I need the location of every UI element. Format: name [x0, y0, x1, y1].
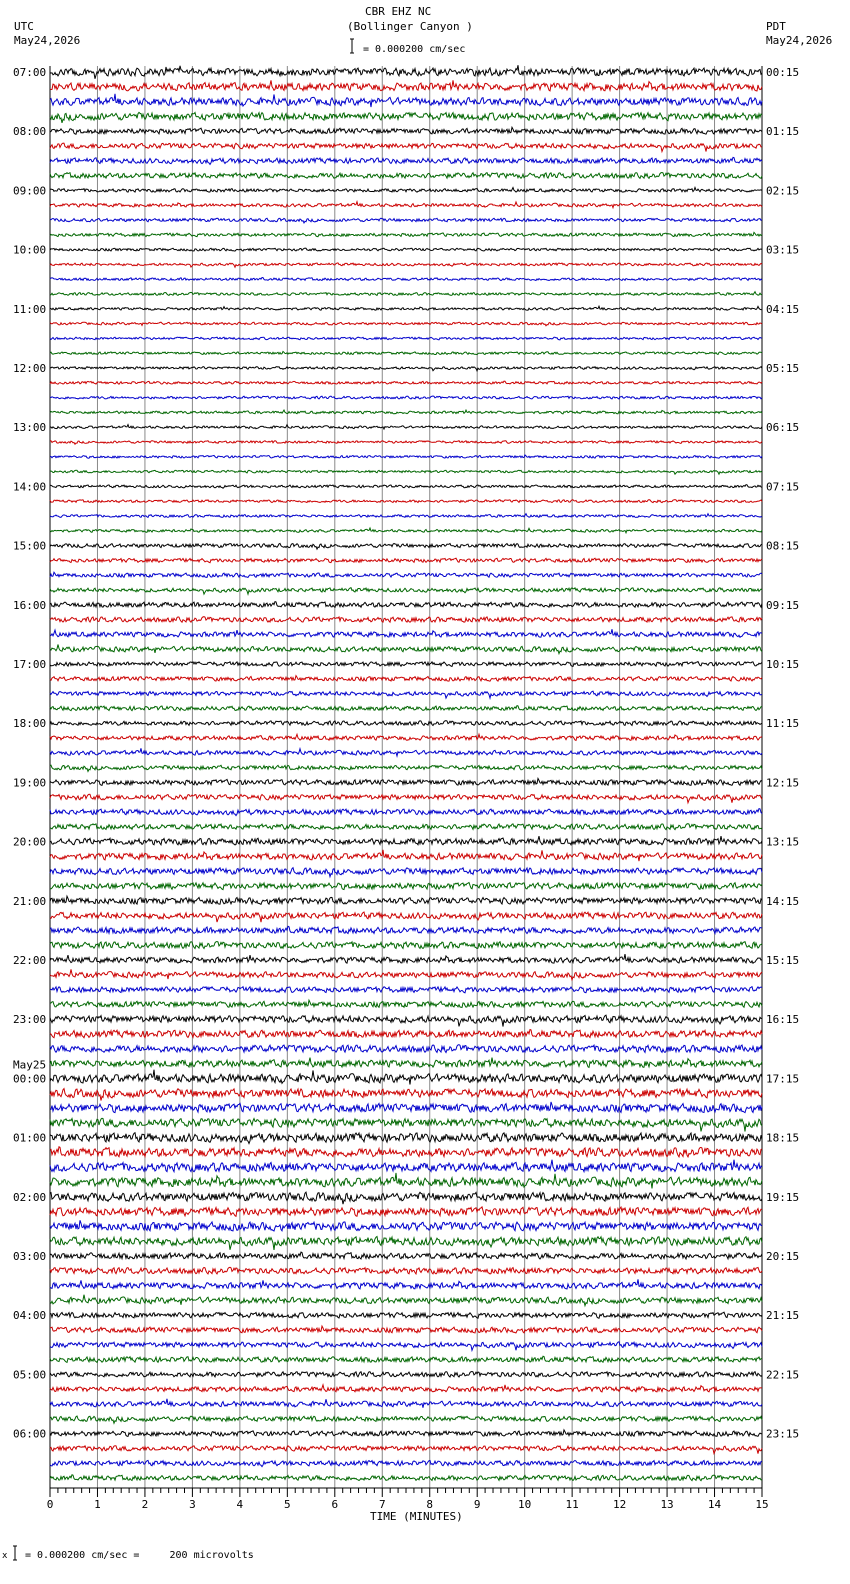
pdt-hour-label: 01:15 — [766, 125, 800, 139]
trace-60 — [50, 954, 762, 963]
utc-date-label: May24,2026 — [14, 34, 81, 47]
date-change-label: May25 — [13, 1058, 47, 1072]
pdt-hour-label: 17:15 — [766, 1072, 800, 1086]
trace-79 — [50, 1237, 762, 1250]
trace-57 — [50, 912, 762, 922]
pdt-hour-label: 20:15 — [766, 1250, 800, 1263]
pdt-hour-label: 16:15 — [766, 1013, 800, 1027]
trace-31 — [50, 528, 762, 533]
footer-marker: x — [2, 1551, 8, 1561]
trace-16 — [50, 306, 762, 310]
x-axis-label: TIME (MINUTES) — [370, 1510, 463, 1523]
trace-1 — [50, 80, 762, 91]
trace-28 — [50, 485, 762, 489]
utc-hour-label: 16:00 — [13, 598, 47, 612]
trace-6 — [50, 157, 762, 164]
trace-18 — [50, 337, 762, 340]
utc-hour-label: 09:00 — [13, 184, 47, 198]
pdt-hour-label: 10:15 — [766, 658, 800, 671]
trace-46 — [50, 748, 762, 756]
x-tick-label: 10 — [518, 1498, 532, 1511]
x-tick-label: 7 — [378, 1498, 386, 1511]
trace-56 — [50, 896, 762, 904]
pdt-hour-label: 14:15 — [766, 894, 800, 908]
utc-hour-label: 00:00 — [13, 1072, 47, 1086]
trace-40 — [50, 662, 762, 667]
trace-14 — [50, 278, 762, 281]
pdt-hour-label: 09:15 — [766, 598, 800, 612]
utc-hour-label: 15:00 — [13, 539, 47, 553]
trace-24 — [50, 425, 762, 429]
x-tick-label: 13 — [660, 1498, 674, 1511]
pdt-hour-label: 18:15 — [766, 1131, 800, 1145]
trace-4 — [50, 127, 762, 134]
trace-52 — [50, 836, 762, 845]
trace-42 — [50, 691, 762, 698]
utc-hour-label: 03:00 — [13, 1250, 47, 1263]
trace-69 — [50, 1089, 762, 1101]
trace-22 — [50, 396, 762, 399]
trace-36 — [50, 602, 762, 608]
trace-94 — [50, 1460, 762, 1466]
footer-scale-bar — [13, 1546, 17, 1560]
trace-89 — [50, 1385, 762, 1392]
pdt-hour-label: 15:15 — [766, 954, 800, 967]
trace-43 — [50, 706, 762, 711]
station-location: (Bollinger Canyon ) — [347, 20, 473, 33]
utc-hour-label: 08:00 — [13, 125, 47, 139]
utc-timezone-label: UTC — [14, 20, 34, 33]
x-tick-label: 8 — [426, 1498, 434, 1511]
utc-hour-label: 13:00 — [13, 421, 47, 435]
trace-23 — [50, 410, 762, 414]
trace-49 — [50, 794, 762, 802]
trace-58 — [50, 926, 762, 933]
utc-hour-label: 14:00 — [13, 480, 47, 494]
pdt-hour-label: 22:15 — [766, 1368, 800, 1382]
pdt-hour-label: 00:15 — [766, 66, 800, 79]
trace-2 — [50, 94, 762, 107]
trace-11 — [50, 232, 762, 236]
x-tick-label: 6 — [331, 1498, 339, 1511]
trace-48 — [50, 779, 762, 786]
utc-hour-label: 07:00 — [13, 66, 47, 79]
trace-53 — [50, 850, 762, 861]
trace-45 — [50, 734, 762, 740]
trace-75 — [50, 1173, 762, 1189]
trace-30 — [50, 514, 762, 518]
utc-hour-label: 21:00 — [13, 894, 47, 908]
trace-29 — [50, 500, 762, 503]
pdt-hour-label: 07:15 — [766, 480, 800, 494]
x-tick-label: 3 — [189, 1498, 196, 1511]
trace-10 — [50, 218, 762, 223]
trace-8 — [50, 188, 762, 193]
trace-90 — [50, 1399, 762, 1408]
trace-55 — [50, 883, 762, 890]
trace-77 — [50, 1207, 762, 1216]
trace-70 — [50, 1102, 762, 1113]
x-tick-label: 1 — [94, 1498, 101, 1511]
trace-72 — [50, 1133, 762, 1144]
trace-34 — [50, 572, 762, 577]
pdt-hour-label: 03:15 — [766, 243, 800, 257]
x-tick-label: 9 — [473, 1498, 481, 1511]
x-tick-label: 11 — [565, 1498, 579, 1511]
pdt-hour-label: 08:15 — [766, 539, 800, 553]
trace-39 — [50, 645, 762, 654]
trace-91 — [50, 1416, 762, 1423]
utc-hour-label: 18:00 — [13, 717, 47, 731]
trace-81 — [50, 1267, 762, 1274]
trace-78 — [50, 1220, 762, 1231]
trace-63 — [50, 1000, 762, 1007]
trace-3 — [50, 112, 762, 123]
trace-26 — [50, 455, 762, 458]
seismic-traces — [50, 65, 762, 1480]
trace-66 — [50, 1045, 762, 1053]
trace-61 — [50, 969, 762, 979]
x-tick-label: 5 — [284, 1498, 291, 1511]
trace-13 — [50, 263, 762, 267]
utc-hour-label: 06:00 — [13, 1427, 47, 1441]
pdt-hour-label: 02:15 — [766, 184, 800, 198]
trace-12 — [50, 248, 762, 251]
trace-68 — [50, 1070, 762, 1085]
pdt-hour-label: 11:15 — [766, 717, 800, 731]
trace-54 — [50, 868, 762, 877]
trace-33 — [50, 558, 762, 563]
trace-17 — [50, 322, 762, 326]
utc-hour-label: 10:00 — [13, 243, 47, 257]
trace-93 — [50, 1446, 762, 1454]
trace-82 — [50, 1279, 762, 1289]
utc-hour-label: 23:00 — [13, 1013, 47, 1027]
trace-19 — [50, 351, 762, 354]
trace-85 — [50, 1326, 762, 1333]
trace-32 — [50, 543, 762, 549]
utc-hour-label: 17:00 — [13, 658, 47, 671]
x-tick-label: 14 — [707, 1498, 722, 1511]
trace-27 — [50, 470, 762, 474]
pdt-hour-label: 06:15 — [766, 421, 800, 435]
utc-hour-label: 01:00 — [13, 1131, 47, 1145]
trace-44 — [50, 721, 762, 726]
pdt-hour-label: 04:15 — [766, 302, 800, 316]
trace-95 — [50, 1475, 762, 1481]
trace-51 — [50, 824, 762, 830]
trace-84 — [50, 1312, 762, 1318]
trace-20 — [50, 367, 762, 371]
pdt-hour-label: 23:15 — [766, 1427, 800, 1441]
time-axis — [47, 1488, 769, 1511]
trace-67 — [50, 1058, 762, 1068]
trace-35 — [50, 588, 762, 595]
trace-76 — [50, 1192, 762, 1204]
pdt-date-label: May24,2026 — [766, 34, 833, 47]
trace-15 — [50, 292, 762, 296]
trace-65 — [50, 1030, 762, 1038]
pdt-hour-label: 21:15 — [766, 1309, 800, 1323]
trace-47 — [50, 765, 762, 771]
x-tick-label: 4 — [236, 1498, 244, 1511]
x-tick-label: 15 — [755, 1498, 769, 1511]
trace-64 — [50, 1015, 762, 1026]
trace-62 — [50, 986, 762, 992]
utc-hour-label: 22:00 — [13, 954, 47, 967]
trace-87 — [50, 1356, 762, 1362]
trace-71 — [50, 1118, 762, 1131]
trace-7 — [50, 173, 762, 179]
header-scale-bar — [350, 39, 354, 53]
utc-hour-label: 02:00 — [13, 1190, 47, 1204]
pdt-hour-label: 12:15 — [766, 776, 800, 790]
trace-38 — [50, 629, 762, 637]
x-tick-label: 0 — [46, 1498, 54, 1511]
footer-scale-note: = 0.000200 cm/sec = 200 microvolts — [25, 1550, 254, 1561]
pdt-hour-label: 19:15 — [766, 1190, 800, 1204]
trace-5 — [50, 143, 762, 151]
utc-hour-label: 12:00 — [13, 362, 47, 375]
utc-hour-label: 20:00 — [13, 835, 47, 849]
pdt-hour-label: 05:15 — [766, 362, 800, 375]
trace-9 — [50, 202, 762, 208]
trace-25 — [50, 441, 762, 445]
x-tick-label: 12 — [612, 1498, 627, 1511]
trace-88 — [50, 1372, 762, 1378]
pdt-hour-label: 13:15 — [766, 835, 800, 849]
pdt-timezone-label: PDT — [766, 20, 786, 33]
utc-hour-label: 19:00 — [13, 776, 47, 790]
utc-hour-label: 05:00 — [13, 1368, 47, 1382]
trace-41 — [50, 676, 762, 682]
scale-label: = 0.000200 cm/sec — [363, 44, 466, 55]
trace-73 — [50, 1147, 762, 1157]
x-tick-label: 2 — [141, 1498, 149, 1511]
trace-0 — [50, 65, 762, 79]
station-title: CBR EHZ NC — [365, 5, 432, 18]
scale-bars — [13, 39, 354, 1560]
trace-74 — [50, 1160, 762, 1172]
trace-80 — [50, 1252, 762, 1259]
trace-21 — [50, 381, 762, 384]
utc-hour-label: 04:00 — [13, 1309, 47, 1323]
utc-hour-label: 11:00 — [13, 302, 47, 316]
trace-83 — [50, 1295, 762, 1306]
trace-37 — [50, 617, 762, 623]
trace-86 — [50, 1342, 762, 1351]
trace-59 — [50, 942, 762, 949]
trace-50 — [50, 809, 762, 816]
trace-92 — [50, 1430, 762, 1437]
